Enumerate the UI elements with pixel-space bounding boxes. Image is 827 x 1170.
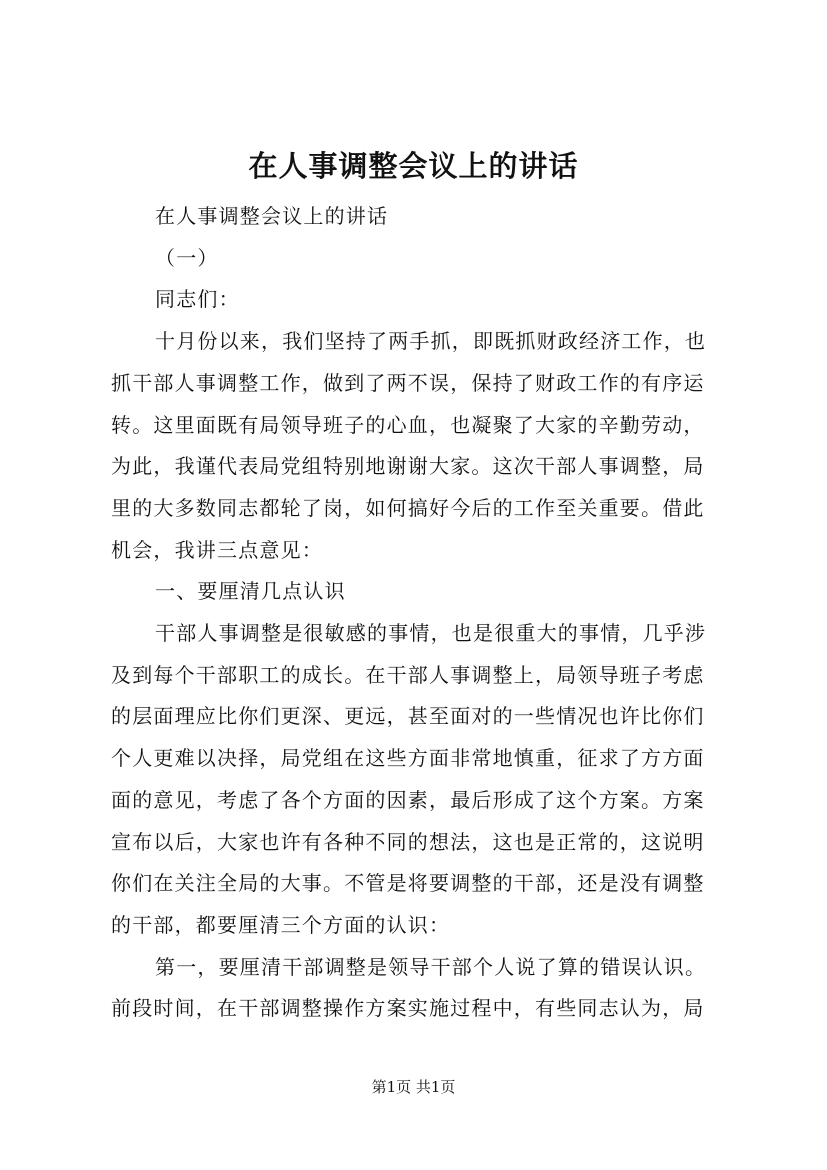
paragraph-line: 为此，我谨代表局党组特别地谢谢大家。这次干部人事调整，局 bbox=[111, 454, 705, 479]
paragraph-line: 干部人事调整是很敏感的事情，也是很重大的事情，几乎涉 bbox=[155, 621, 707, 646]
paragraph-line: 机会，我讲三点意见： bbox=[111, 537, 323, 562]
paragraph-line: 你们在关注全局的大事。不管是将要调整的干部，还是没有调整 bbox=[111, 871, 705, 896]
paragraph-line: 的层面理应比你们更深、更远，甚至面对的一些情况也许比你们 bbox=[111, 704, 705, 729]
paragraph-line: 前段时间，在干部调整操作方案实施过程中，有些同志认为，局 bbox=[111, 996, 705, 1021]
section-number-line: （一） bbox=[155, 245, 219, 270]
paragraph-line: 里的大多数同志都轮了岗，如何搞好今后的工作至关重要。借此 bbox=[111, 495, 705, 520]
document-body bbox=[111, 196, 731, 1030]
page-footer: 第1页 共1页 bbox=[371, 1078, 456, 1096]
paragraph-line: 抓干部人事调整工作，做到了两不误，保持了财政工作的有序运 bbox=[111, 370, 705, 395]
paragraph-line: 第一，要厘清干部调整是领导干部个人说了算的错误认识。 bbox=[155, 954, 707, 979]
document-title: 在人事调整会议上的讲话 bbox=[248, 149, 579, 183]
paragraph-line: 转。这里面既有局领导班子的心血，也凝聚了大家的辛勤劳动， bbox=[111, 412, 705, 437]
subtitle-line: 在人事调整会议上的讲话 bbox=[155, 204, 389, 228]
paragraph-line: 十月份以来，我们坚持了两手抓，即既抓财政经济工作，也 bbox=[155, 329, 707, 354]
paragraph-line: 面的意见，考虑了各个方面的因素，最后形成了这个方案。方案 bbox=[111, 787, 705, 812]
paragraph-line: 及到每个干部职工的成长。在干部人事调整上，局领导班子考虑 bbox=[111, 662, 705, 687]
paragraph-line: 宣布以后，大家也许有各种不同的想法，这也是正常的，这说明 bbox=[111, 829, 705, 854]
section-heading-line: 一、要厘清几点认识 bbox=[155, 579, 346, 604]
salutation-line: 同志们： bbox=[155, 287, 240, 312]
paragraph-line: 个人更难以决择，局党组在这些方面非常地慎重，征求了方方面 bbox=[111, 746, 705, 771]
paragraph-line: 的干部，都要厘清三个方面的认识： bbox=[111, 912, 451, 937]
